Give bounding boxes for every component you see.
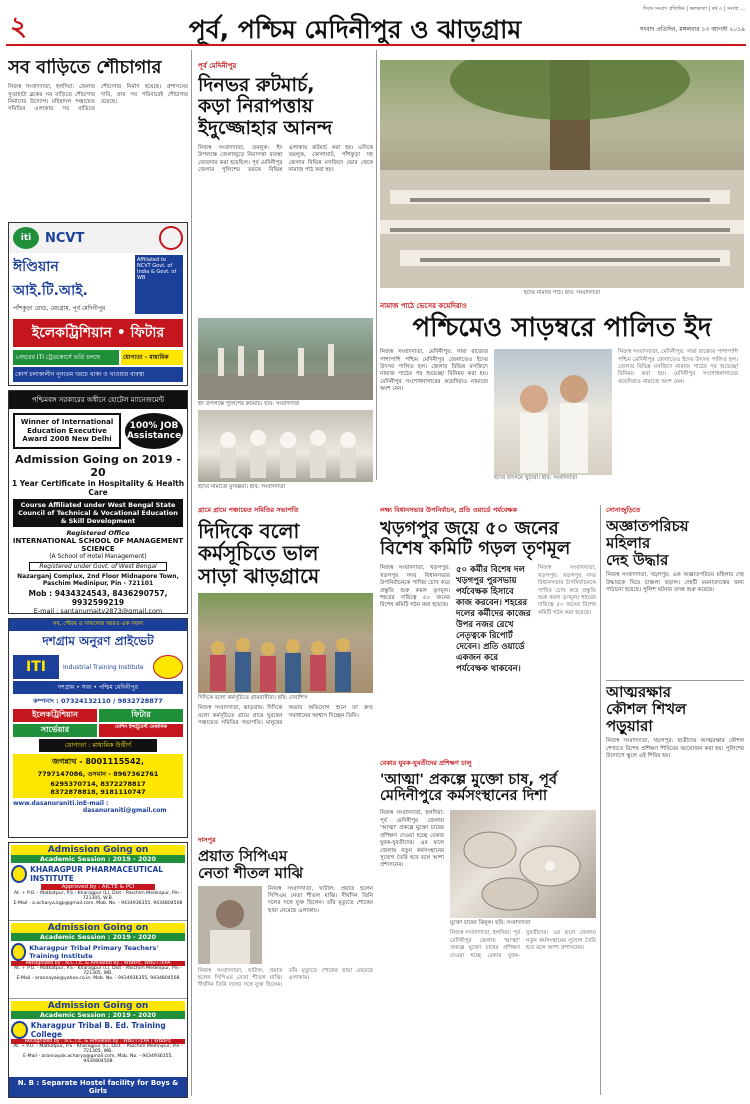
toilet-headline: সব বাড়িতে শৌচাগার bbox=[8, 58, 162, 78]
self-defense-headline-1: আত্মরক্ষার bbox=[606, 684, 671, 701]
iti-line3: কোর্স চলাকালীন নূন্যতম খরচে থাকা ও খাওয়ার ব্যবস্থা bbox=[13, 367, 183, 382]
worshippers-caption: ইদের নামাজে মুসল্লিরা। ছবি: সংবাদদাতা bbox=[198, 484, 285, 490]
unidentified-headline-2: মহিলার bbox=[606, 533, 651, 552]
hotel-email: E-mail : santanumaity2873@gmail.com bbox=[33, 606, 163, 614]
worshippers-photo bbox=[198, 410, 373, 482]
ncvt-label: NCVT bbox=[45, 230, 85, 246]
eid-east-headline-3: ইদুজ্জোহার আনন্দ bbox=[198, 116, 333, 139]
hotel-reg-label: Registered Office bbox=[66, 528, 130, 537]
jhargram-article bbox=[198, 505, 373, 825]
indian-iti-ad[interactable] bbox=[8, 222, 188, 386]
jhargram-photo-caption: দিদিকে বলো কর্মসূচিতে গ্রামবাসীরা। ছবি: দেবাশিস bbox=[198, 695, 308, 702]
self-defense-body: নিজস্ব সংবাদদাতা, খড়গপুর: ছাত্রীদের আত্মরক্ষার কৌশল শেখাতে বিশেষ প্রশিক্ষণ শিবিরের আয়োজন করা হয়। পুলিশের উদ্যোগে স্কুলে এই শিবির হয়। bbox=[606, 738, 744, 760]
dasgram-name: দশগ্রাম অনুরণ প্রাইভেট bbox=[42, 634, 154, 648]
kharagpur-kicker: লক্ষ্য বিধানসভার উপনির্বাচন, প্রতি ওয়ার্ডে পর্যবেক্ষক bbox=[380, 506, 518, 514]
dasgram-trade-2: ফিটার bbox=[99, 709, 183, 722]
jhargram-meeting-illustration bbox=[198, 593, 373, 693]
hotel-top-banner: পশ্চিমবঙ্গ সরকারের অধীনে হোটেল ম্যানেজমেন্ট bbox=[9, 391, 187, 409]
college-ads-block bbox=[8, 842, 188, 1098]
dasgram-web[interactable]: www.dasanuraniti.in bbox=[13, 800, 83, 807]
college-ad-2-session: Academic Session : 2019 - 2020 bbox=[11, 933, 185, 941]
award-badge: Winner of International Education Executive Award 2008 New Delhi bbox=[13, 413, 121, 449]
unidentified-headline-3: দেহ উদ্ধার bbox=[606, 550, 669, 569]
kharagpur-body: নিজস্ব সংবাদদাতা, খড়গপুর: খড়গপুর সদর বিধানসভার উপনির্বাচনকে পাখির চোখ করে প্রস্তুতি শুরু করল তৃণমূল। শহরের দায়িত্বে ৫০ জনের বিশেষ কমিটি গঠন করা হয়েছে। bbox=[380, 565, 450, 609]
hotel-admission: Admission Going on 2019 - 20 bbox=[15, 452, 181, 479]
atma-article bbox=[380, 758, 596, 1098]
eid-east-headline-2: কড়া নিরাপত্তায় bbox=[198, 95, 313, 118]
college-ad-3-session: Academic Session : 2019 - 2020 bbox=[11, 1011, 185, 1019]
toilet-article bbox=[8, 58, 188, 218]
dasgram-trade-4: মেশিন ইন্সট্রুমেন্ট মেকানিক bbox=[99, 724, 183, 737]
college-ad-2-name: Kharagpur Tribal Primary Teachers' Training Institute bbox=[29, 944, 159, 960]
dasgram-contact-1: জগন্নাথ - 8001115542, bbox=[51, 757, 145, 766]
self-defense-headline-3: পড়ুয়ারা bbox=[606, 716, 653, 735]
masthead-rule bbox=[6, 44, 746, 46]
worshippers-illustration bbox=[198, 410, 373, 482]
kharagpur-headline-2: বিশেষ কমিটি গড়ল তৃণমূল bbox=[380, 538, 571, 560]
iti-phones bbox=[13, 384, 183, 386]
hotel-govt: Registered under Govt. of West Bengal bbox=[29, 562, 167, 571]
iti-course: ২বছরের ITI ট্রেডকোর্সে ভর্তি চলছে bbox=[13, 350, 119, 365]
hotel-school: INTERNATIONAL SCHOOL OF MANAGEMENT SCIENCE bbox=[12, 536, 184, 553]
eid-west-headline: পশ্চিমেও সাড়ম্বরে পালিত ইদ bbox=[412, 313, 712, 343]
jhargram-body: নিজস্ব সংবাদদাতা, ঝাড়গ্রাম: দিদিকে বলো কর্মসূচিতে গ্রামে গ্রামে ঘুরছেন পঞ্চায়েত সমিতির সভাপতি। মানুষের অভাব অভিযোগ শুনে তা দ্রুত সমাধানের আশ্বাস দিচ্ছেন তিনি। bbox=[198, 705, 373, 726]
route-march-photo bbox=[198, 318, 373, 400]
eid-children-photo bbox=[494, 349, 612, 475]
unidentified-kicker: সোনাজুড়িতে bbox=[606, 506, 641, 514]
kharagpur-article bbox=[380, 505, 596, 750]
college-ad-3-admission: Admission Going on bbox=[11, 1001, 185, 1011]
atma-kicker: বেকার যুবক-যুবতীদের প্রশিক্ষণ চালু bbox=[380, 759, 472, 767]
masthead-title: পূর্ব, পশ্চিম মেদিনীপুর ও ঝাড়গ্রাম bbox=[188, 15, 522, 44]
route-march-illustration bbox=[198, 318, 373, 400]
admission-burst-icon bbox=[153, 655, 183, 679]
pearl-oyster-illustration bbox=[450, 810, 596, 918]
hotel-management-ad[interactable] bbox=[8, 390, 188, 614]
iti-name: ঈণ্ডিয়ান আই.টি.আই. bbox=[13, 259, 88, 299]
column-rule bbox=[376, 50, 377, 480]
toilet-body: নিজস্ব সংবাদদাতা, হলদিয়া: জেলার সুতাহাটা ব্লকের সব বাড়িতে শৌচাগার নির্মাণের উদ্যোগ। মহিষাদল পঞ্চায়েত সমিতির এলাকায় সব বাড়িতে শৌচাগার নির্মাণ হয়েছে। প্রশাসনের দাবি, প্রায় সব পরিবারেই শৌচাগার রয়েছে। bbox=[8, 84, 188, 113]
hotel-course: 1 Year Certificate in Hospitality & Health Care bbox=[11, 478, 185, 497]
dasgram-contact-2: 7797147086, ওসমান - 8967362761 bbox=[37, 770, 159, 778]
college-ad-2-contact: E-Mail - arannayak@yahoo.co.in, Mob. No. - 9434936355, 9434804508 bbox=[16, 976, 180, 981]
hostel-note: N. B : Separate Hostel facility for Boys & Girls bbox=[9, 1077, 187, 1097]
pearl-oyster-photo bbox=[450, 810, 596, 918]
college-ad-1-logo-icon bbox=[11, 865, 27, 883]
college-ad-1-session: Academic Session : 2019 - 2020 bbox=[11, 855, 185, 863]
kharagpur-pull-quote: ৫০ কর্মীর বিশেষ দল খড়গপুর পুরসভায় পর্যবেক্ষক হিসাবে কাজ করবেন। শহরের দলের কর্মীদের কাজের উপর নজর রেখে নেতৃত্বকে রিপোর্ট দেবেন। প্রতি ওয়ার্ডে একজন করে পর্যবেক্ষক থাকবেন। bbox=[456, 565, 531, 675]
namaz-photo-caption: ইদের নামাজ পাঠ। ছবি: সংবাদদাতা bbox=[523, 290, 601, 296]
college-ad-1-name: KHARAGPUR PHARMACEUTICAL INSTITUTE bbox=[30, 865, 164, 883]
dasgram-address: দশগ্রাম • সবং • পশ্চিম মেদিনীপুর bbox=[13, 681, 183, 694]
eid-east-article bbox=[198, 60, 373, 312]
college-ad-1[interactable] bbox=[9, 843, 187, 921]
unidentified-headline-1: অজ্ঞাতপরিচয় bbox=[606, 517, 689, 535]
atma-headline-2: মেদিনীপুরে কর্মসংস্থানের দিশা bbox=[380, 788, 548, 805]
college-ad-2-admission: Admission Going on bbox=[11, 923, 185, 933]
jhargram-headline-3: সাড়া ঝাড়গ্রামে bbox=[198, 563, 320, 588]
self-defense-headline-2: কৌশল শিখল bbox=[606, 699, 687, 718]
college-ad-2-approved: Recognized by : N.C.T.E. & Affiliated by : WBBPE, WBUTTEPA bbox=[11, 961, 185, 966]
date-line: সংবাদ প্রতিদিন, মঙ্গলবার ১৩ আগস্ট ২০১৯ bbox=[639, 26, 745, 33]
portrait-illustration bbox=[198, 886, 262, 964]
cpim-kicker: দাসপুর bbox=[198, 836, 216, 844]
eid-east-body: নিজস্ব সংবাদদাতা, তমলুক: ইদ উপলক্ষে জেলাজুড়ে নিরাপত্তা ব্যবস্থা জোরদার করা হয়েছিল। পূর্ব মেদিনীপুর জেলার পুলিশের তরফে বিভিন্ন এলাকায় রুটমার্চ করা হয়। এদিকে তমলুক, কোলাঘাট, পাঁশকুড়া সহ জেলার বিভিন্ন মসজিদে ভোর থেকে নামাজ পাঠ করা হয়। bbox=[198, 144, 373, 174]
hotel-mob: Mob : 9434324543, 8436290757, 9932599219 bbox=[28, 588, 168, 607]
college-ad-3[interactable] bbox=[9, 999, 187, 1077]
eid-east-headline-1: দিনভর রুটমার্চ, bbox=[198, 74, 315, 96]
eid-west-article bbox=[380, 300, 744, 490]
namaz-photo bbox=[380, 60, 744, 288]
unidentified-body: নিজস্ব সংবাদদাতা, খড়্গপুর: এক অজ্ঞাতপরিচয় মহিলার দেহ উদ্ধারকে ঘিরে চাঞ্চল্য ছড়াল। দেহটি ময়নাতদন্তের জন্য পাঠানো হয়েছে। পুলিশ ঘটনার তদন্ত শুরু করেছে। bbox=[606, 572, 744, 594]
hotel-affiliation: Course Affiliated under West Bengal State Council of Technical & Vocational Education & Skill Development bbox=[13, 499, 183, 527]
self-defense-article bbox=[606, 684, 744, 884]
dasgram-top: সব, গৌরব ও সাফল্যের আরও এক সফল bbox=[9, 619, 187, 631]
dasgram-email[interactable]: E-mail : dasanuraniti@gmail.com bbox=[82, 800, 167, 814]
eid-children-illustration bbox=[494, 349, 612, 475]
page-number: ২ bbox=[10, 12, 27, 42]
dasgram-iti-logo-icon bbox=[13, 655, 59, 679]
dasgram-iti-label: ITI bbox=[26, 659, 46, 675]
college-ad-1-admission: Admission Going on bbox=[11, 845, 185, 855]
jhargram-meeting-photo bbox=[198, 593, 373, 693]
kharagpur-body-cont: নিজস্ব সংবাদদাতা, খড়গপুর: খড়গপুর সদর বিধানসভার উপনির্বাচনকে পাখির চোখ করে প্রস্তুতি শুরু করল তৃণমূল। শহরের দায়িত্বে ৫০ জনের বিশেষ কমিটি গঠন করা হয়েছে। bbox=[538, 565, 596, 616]
cpim-headline-1: প্রয়াত সিপিএম bbox=[198, 847, 288, 865]
college-ad-3-contact: E-Mail - arannayak.acharya@gmail.com, Mob. No. - 9434936355, 9434804508 bbox=[23, 1054, 173, 1064]
iti-logo-text: iti bbox=[20, 233, 32, 243]
unidentified-body-article bbox=[606, 505, 744, 675]
eid-children-caption: ইদের উৎসবে খুদেরা। ছবি: সংবাদদাতা bbox=[494, 475, 577, 482]
namaz-photo-illustration bbox=[380, 60, 744, 288]
iti-affiliation: Affiliated to NCVT Govt. of India & Govt. of WB bbox=[135, 255, 183, 314]
hotel-school-sub: (A School of Hotel Management) bbox=[49, 552, 147, 560]
eid-west-kicker: নামাজ পাঠে ভেসের কয়েদিরাও bbox=[380, 302, 467, 310]
college-ad-1-contact: E-Mail - a.acharya.kgp@gmail.com, Mob. No. - 9434936355, 9434804508 bbox=[13, 901, 183, 906]
eid-west-body: নিজস্ব সংবাদদাতা, মেদিনীপুর: সারা রাজ্যের পাশাপাশি পশ্চিম মেদিনীপুর জেলাতেও ইদের উৎসব পালিত হল। জেলার বিভিন্ন মসজিদে নামাজ পাঠের পর শুভেচ্ছা বিনিময় করা হয়। মেদিনীপুর সংশোধনাগারের কয়েদিরাও নামাজে অংশ নেন। bbox=[380, 349, 488, 393]
paper-name: দিবস সংবাদ প্রতিদিন | ‍কলকাতা | বর্ষ ৩ | সংখ্যা ... bbox=[643, 6, 745, 12]
college-ad-1-approved: Approved by : AICTE & PCI bbox=[41, 884, 155, 890]
eid-east-kicker: পূর্ব মেদিনীপুর bbox=[198, 62, 237, 70]
job-badge: 100% JOB Assistance bbox=[125, 413, 183, 449]
cpim-body: নিজস্ব সংবাদদাতা, ঘাটাল: প্রয়াত হলেন সিপিএম নেতা শীতল মাঝি। দীর্ঘদিন তিনি দলের সঙ্গে যুক্ত ছিলেন। তাঁর মৃত্যুতে শোকের ছায়া নেমেছে এলাকায়। bbox=[268, 885, 373, 914]
college-ad-3-logo-icon bbox=[11, 1021, 28, 1039]
kharagpur-headline-1: খড়গপুর জয়ে ৫০ জনের bbox=[380, 518, 559, 539]
jhargram-headline-1: দিদিকে বলো bbox=[198, 519, 300, 543]
dasgram-contact-3: 6295370714, 8372278817 bbox=[50, 780, 146, 788]
iti-eligibility: যোগ্যতা - মাধ্যমিক bbox=[121, 350, 183, 365]
hotel-address: Nazarganj Complex, 2nd Floor Midnapore Town, Paschim Medinipur, Pin - 721101 bbox=[17, 572, 179, 587]
section-rule bbox=[606, 680, 744, 681]
atma-body-cont: নিজস্ব সংবাদদাতা, হলদিয়া: পূর্ব মেদিনীপুর জেলায় 'আত্মা' প্রকল্পে মুক্তো চাষের প্রশিক্ষণ দেওয়া হচ্ছে বেকার যুবক-যুবতীদের। এর ফলে জেলায় নতুন কর্মসংস্থানের সুযোগ তৈরি হবে বলে আশা প্রশাসনের। bbox=[450, 930, 596, 959]
dasgram-trade-1: ইলেকট্রিশিয়ান bbox=[13, 709, 97, 722]
college-ad-3-approved: Recognized by : N.C.T.E. & Affiliated by : WBUTTEPA / WBBPE bbox=[11, 1039, 185, 1044]
college-ad-3-name: Kharagpur Tribal B. Ed. Training College bbox=[30, 1021, 166, 1039]
iti-trade: ইলেকট্রিশিয়ান • ফিটার bbox=[13, 319, 183, 347]
college-ad-1-address: At. + P.O. - Matkatpur, P.S - Kharagpur (L), Dist - Paschim Medinipur, Pin - 721305, W.B. bbox=[14, 891, 182, 901]
ncvt-emblem-icon bbox=[159, 226, 183, 250]
dasgram-iti-ad[interactable] bbox=[8, 618, 188, 838]
cpim-leader-article bbox=[198, 835, 373, 1097]
dasgram-contact-4: 8372878818, 9181110747 bbox=[50, 788, 146, 796]
iti-logo-icon bbox=[13, 227, 39, 249]
college-ad-2[interactable] bbox=[9, 921, 187, 999]
dasgram-eligibility: যোগ্যতা : মাধ্যমিক উত্তীর্ণ bbox=[39, 739, 157, 752]
iti-address: পাঁশকুড়া রোড, মেচগ্রাম, পূর্ব মেদিনীপুর bbox=[13, 305, 106, 312]
cpim-leader-portrait bbox=[198, 886, 262, 964]
eid-west-body-cont: নিজস্ব সংবাদদাতা, মেদিনীপুর: সারা রাজ্যের পাশাপাশি পশ্চিম মেদিনীপুর জেলাতেও ইদের উৎসব পালিত হল। জেলার বিভিন্ন মসজিদে নামাজ পাঠের পর শুভেচ্ছা বিনিময় করা হয়। মেদিনীপুর সংশোধনাগারের কয়েদিরাও নামাজে অংশ নেন। bbox=[618, 349, 738, 385]
jhargram-kicker: গ্রামে গ্রামে পঞ্চায়েত সমিতির সভাপতি bbox=[198, 506, 299, 514]
college-ad-2-logo-icon bbox=[11, 943, 26, 961]
dasgram-phone-line: কম্পনাং : 07324132110 / 9832728877 bbox=[33, 697, 163, 705]
dasgram-iti-sub: Industrial Training Institute bbox=[63, 663, 144, 671]
pearl-photo-caption: মুক্তো চাষের ঝিনুক। ছবি: সংবাদদাতা bbox=[450, 920, 531, 927]
college-ad-3-address: At. + P.O. - Matkatpur, P.S - Kharagpur (L), Dist. - Paschim Medinipur, Pin - 721305, WB. bbox=[13, 1044, 183, 1054]
cpim-body-cont: নিজস্ব সংবাদদাতা, ঘাটাল: প্রয়াত হলেন সিপিএম নেতা শীতল মাঝি। দীর্ঘদিন তিনি দলের সঙ্গে যুক্ত ছিলেন। তাঁর মৃত্যুতে শোকের ছায়া নেমেছে এলাকায়। bbox=[198, 967, 373, 989]
college-ad-2-address: At. + P.O. - Matkatpur, P.S - Kharagpur (L), Dist - Paschim Medinipur, Pin - 721305, WB. bbox=[14, 966, 182, 976]
column-rule bbox=[600, 505, 601, 1095]
masthead bbox=[0, 0, 750, 44]
jhargram-headline-2: কর্মসূচিতে ভাল bbox=[198, 541, 319, 566]
dasgram-trade-3: সার্ভেয়ার bbox=[13, 724, 97, 737]
column-rule bbox=[191, 50, 192, 1096]
atma-body: নিজস্ব সংবাদদাতা, হলদিয়া: পূর্ব মেদিনীপুর জেলায় 'আত্মা' প্রকল্পে মুক্তো চাষের প্রশিক্ষণ দেওয়া হচ্ছে বেকার যুবক-যুবতীদের। এর ফলে জেলায় নতুন কর্মসংস্থানের সুযোগ তৈরি হবে বলে আশা প্রশাসনের। bbox=[380, 810, 444, 869]
atma-headline-1: 'আত্মা' প্রকল্পে মুক্তো চাষ, পূর্ব bbox=[380, 772, 557, 788]
route-march-caption: ইদ উপলক্ষে পুলিশের রুটমার্চ। ছবি: সংবাদদাতা bbox=[198, 401, 300, 407]
cpim-headline-2: নেতা শীতল মাঝি bbox=[198, 863, 304, 882]
